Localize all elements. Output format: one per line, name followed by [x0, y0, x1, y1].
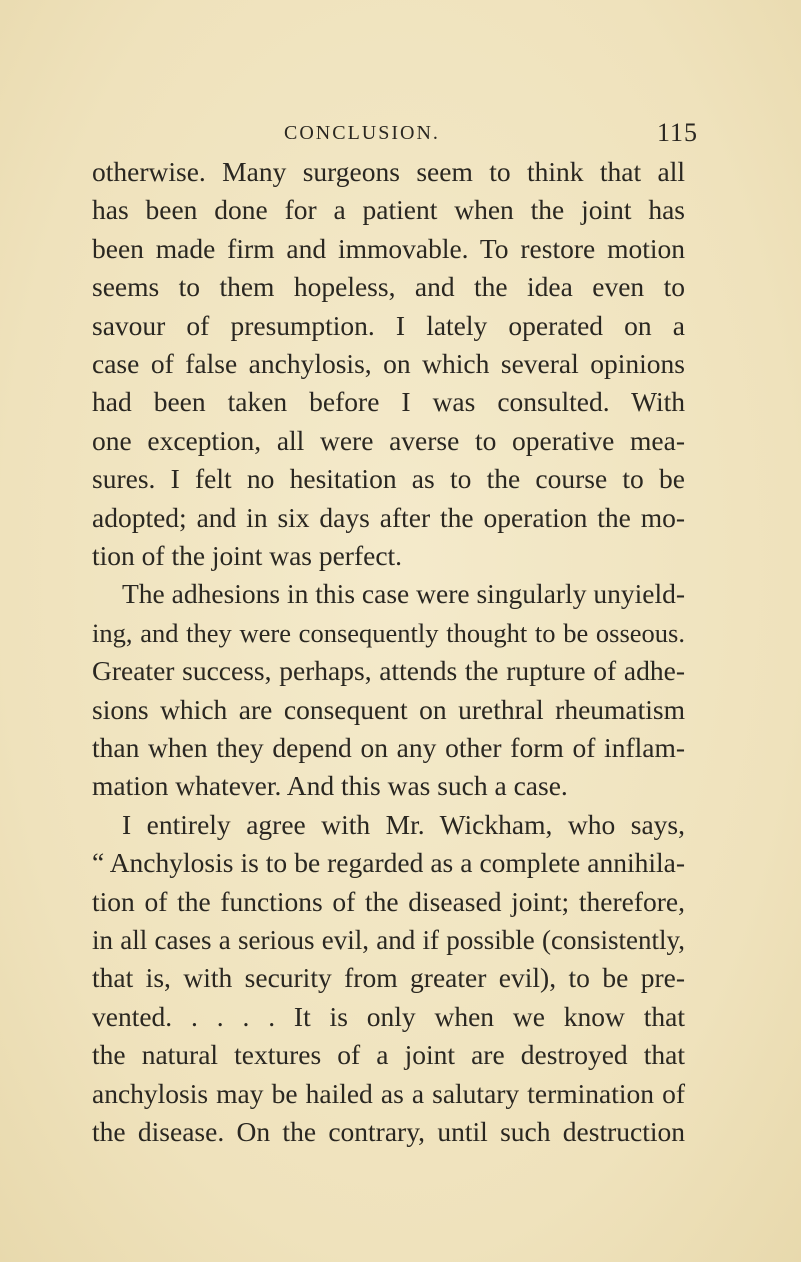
text-line: in all cases a serious evil, and if possible (consistently,	[92, 925, 685, 955]
text-line: tion of the functions of the diseased joint; therefore,	[92, 885, 685, 917]
text-line: sures. I felt no hesitation as to the course to be	[92, 463, 685, 495]
text-line: anchylosis may be hailed as a salutary termination of	[92, 1077, 685, 1109]
text-line: than when they depend on any other form of inflam-	[92, 732, 685, 763]
text-line: adopted; and in six days after the operation the mo-	[92, 501, 685, 533]
text-line: “ Anchylosis is to be regarded as a complete annihila-	[92, 847, 685, 879]
text-line: I entirely agree with Mr. Wickham, who says,	[122, 808, 685, 840]
text-line: sions which are consequent on urethral rheumatism	[92, 693, 685, 725]
text-line: the natural textures of a joint are destroyed that	[92, 1039, 685, 1071]
text-line: had been taken before I was consulted. With	[92, 386, 685, 418]
text-line: seems to them hopeless, and the idea even to	[92, 271, 685, 303]
text-line: mation whatever. And this was such a case.	[92, 770, 568, 802]
text-line: ing, and they were consequently thought to be osseous.	[92, 617, 685, 648]
text-line: been made firm and immovable. To restore motion	[92, 232, 685, 264]
running-title: CONCLUSION.	[284, 122, 440, 144]
page-number: 115	[657, 118, 699, 147]
text-line: otherwise. Many surgeons seem to think that all	[92, 156, 685, 187]
text-line: The adhesions in this case were singularly unyield-	[122, 578, 685, 610]
running-head	[0, 118, 801, 148]
text-line: case of false anchylosis, on which several opinions	[92, 348, 685, 379]
text-line: one exception, all were averse to operative mea-	[92, 424, 685, 456]
text-line: tion of the joint was perfect.	[92, 540, 403, 571]
text-line: that is, with security from greater evil), to be pre-	[92, 962, 685, 994]
text-line: savour of presumption. I lately operated on a	[92, 309, 685, 341]
text-line: Greater success, perhaps, attends the rupture of adhe-	[92, 655, 685, 687]
text-line: the disease. On the contrary, until such destruction	[92, 1116, 685, 1147]
text-line: has been done for a patient when the joint has	[92, 194, 685, 226]
text-line: vented. . . . . It is only when we know that	[92, 1000, 685, 1032]
